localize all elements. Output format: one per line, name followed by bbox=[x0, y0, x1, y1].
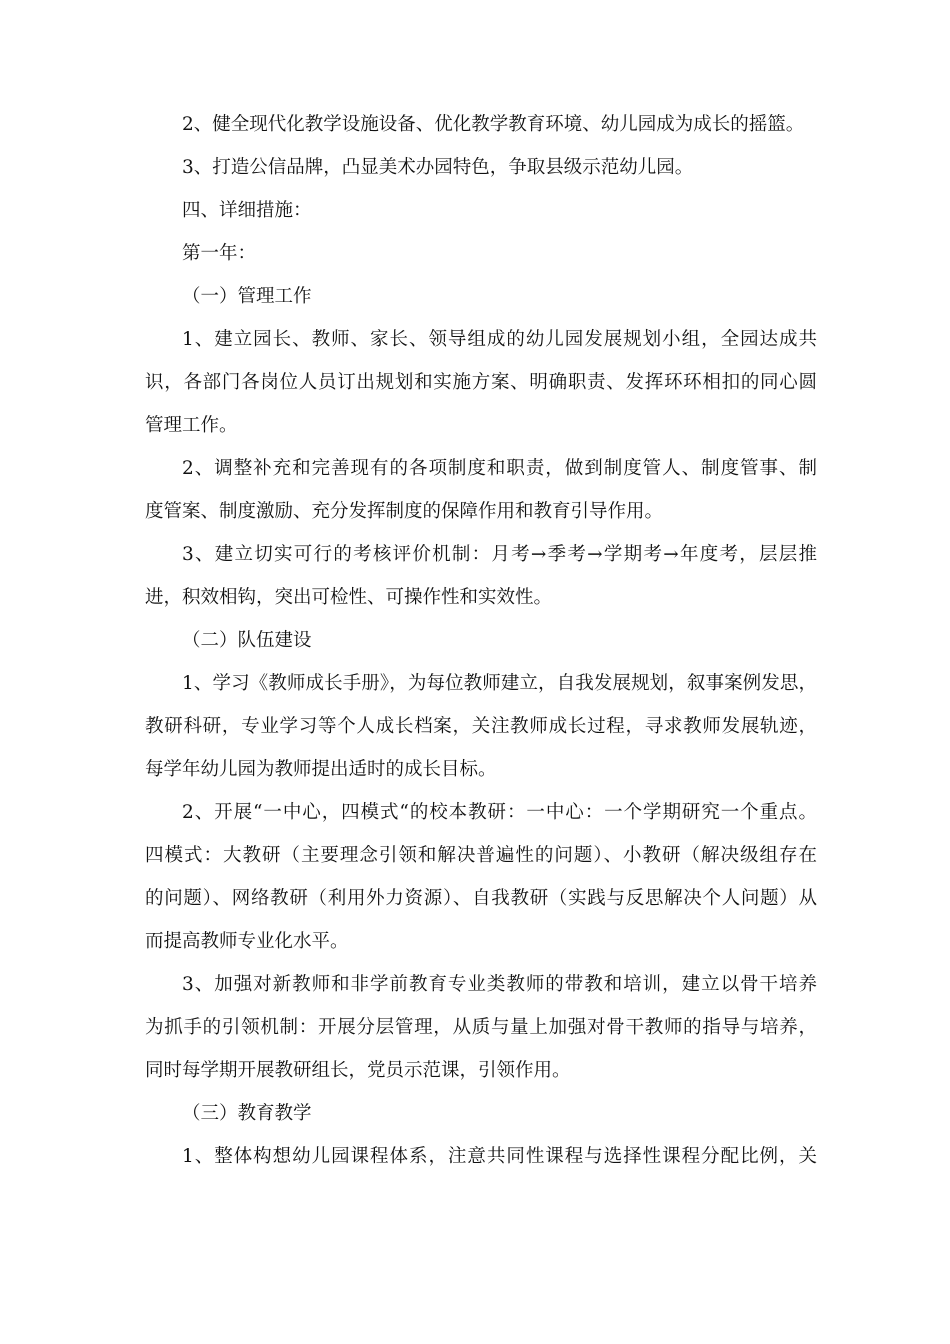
paragraph-education-1 bbox=[145, 1135, 817, 1178]
text-line: 1、整体构想幼儿园课程体系，注意共同性课程与选择性课程分配比例，关 bbox=[182, 1146, 817, 1167]
paragraph-team-3 bbox=[145, 963, 817, 1092]
paragraph-management-3 bbox=[145, 533, 817, 619]
subheading-first-year bbox=[145, 232, 817, 275]
text-line: 而提高教师专业化水平。 bbox=[145, 931, 349, 952]
text-line: 3、打造公信品牌，凸显美术办园特色，争取县级示范幼儿园。 bbox=[182, 157, 694, 178]
text-line: 2、健全现代化教学设施设备、优化教学教育环境、幼儿园成为成长的摇篮。 bbox=[182, 114, 805, 135]
text-line: 1、学习《教师成长手册》，为每位教师建立，自我发展规划，叙事案例发思， bbox=[182, 673, 817, 694]
text-line: 1、建立园长、教师、家长、领导组成的幼儿园发展规划小组，全园达成共 bbox=[182, 329, 817, 350]
text-line: 3、加强对新教师和非学前教育专业类教师的带教和培训，建立以骨干培养 bbox=[182, 974, 817, 995]
subheading-education-teaching bbox=[145, 1092, 817, 1135]
heading-text: （三）教育教学 bbox=[182, 1103, 312, 1124]
text-line: 进，积效相钩，突出可检性、可操作性和实效性。 bbox=[145, 587, 553, 608]
text-line: 3、建立切实可行的考核评价机制：月考→季考→学期考→年度考，层层推 bbox=[182, 544, 817, 565]
text-line: 四模式：大教研（主要理念引领和解决普遍性的问题）、小教研（解决级组存在 bbox=[145, 845, 817, 866]
text-line: 度管案、制度激励、充分发挥制度的保障作用和教育引导作用。 bbox=[145, 501, 664, 522]
section-heading-measures bbox=[145, 189, 817, 232]
text-line: 的问题）、网络教研（利用外力资源）、自我教研（实践与反思解决个人问题）从 bbox=[145, 888, 817, 909]
text-line: 2、调整补充和完善现有的各项制度和职责，做到制度管人、制度管事、制 bbox=[182, 458, 817, 479]
heading-text: （一）管理工作 bbox=[182, 286, 312, 307]
paragraph-goal-3 bbox=[145, 146, 817, 189]
heading-text: 第一年： bbox=[182, 243, 257, 264]
subheading-management bbox=[145, 275, 817, 318]
paragraph-management-2 bbox=[145, 447, 817, 533]
paragraph-goal-2 bbox=[145, 103, 817, 146]
paragraph-team-1 bbox=[145, 662, 817, 791]
text-line: 识，各部门各岗位人员订出规划和实施方案、明确职责、发挥环环相扣的同心圆 bbox=[145, 372, 817, 393]
text-line: 教研科研，专业学习等个人成长档案，关注教师成长过程，寻求教师发展轨迹， bbox=[145, 716, 817, 737]
paragraph-team-2 bbox=[145, 791, 817, 963]
text-line: 2、开展“一中心，四模式“的校本教研：一中心：一个学期研究一个重点。 bbox=[182, 802, 817, 823]
heading-text: （二）队伍建设 bbox=[182, 630, 312, 651]
heading-text: 四、详细措施： bbox=[182, 200, 312, 221]
subheading-team-building bbox=[145, 619, 817, 662]
text-line: 每学年幼儿园为教师提出适时的成长目标。 bbox=[145, 759, 497, 780]
document-body bbox=[145, 103, 817, 1178]
text-line: 同时每学期开展教研组长，党员示范课，引领作用。 bbox=[145, 1060, 571, 1081]
text-line: 管理工作。 bbox=[145, 415, 238, 436]
text-line: 为抓手的引领机制：开展分层管理，从质与量上加强对骨干教师的指导与培养， bbox=[145, 1017, 817, 1038]
paragraph-management-1 bbox=[145, 318, 817, 447]
